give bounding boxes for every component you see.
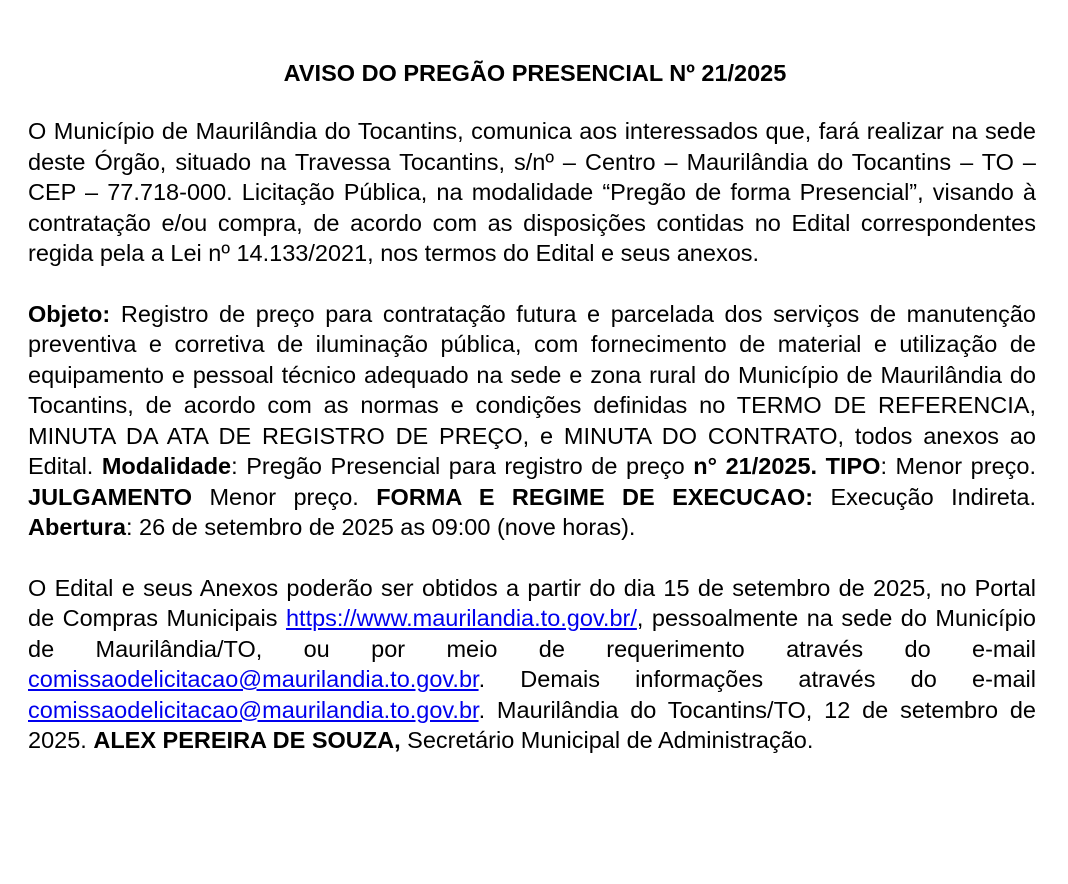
abertura-label: Abertura	[28, 514, 126, 540]
object-paragraph	[28, 299, 1036, 543]
portal-link[interactable]: https://www.maurilandia.to.gov.br/	[285, 605, 637, 631]
edital-text-1: O Edital e seus Anexos poderão ser obtidos a partir do dia 15 de setembro de 2025, no Portal de Compras Municipais	[28, 574, 1036, 631]
tipo-label: TIPO	[825, 453, 881, 479]
process-number: n° 21/2025	[693, 453, 811, 479]
modalidade-label: Modalidade	[101, 453, 232, 479]
edital-text-3: . Demais informações através do e-mail	[478, 666, 1036, 692]
forma-text: Execução Indireta.	[813, 483, 1036, 510]
edital-text-4: . Maurilândia do Tocantins/TO, 12 de setembro de 2025.	[28, 696, 1036, 753]
modalidade-text: : Pregão Presencial para registro de preço	[231, 453, 694, 479]
email-link-2[interactable]: comissaodelicitacao@maurilandia.to.gov.br	[28, 696, 479, 723]
intro-paragraph: O Município de Maurilândia do Tocantins, comunica aos interessados que, fará realizar na sede deste Órgão, situado na Travessa Tocantins, s/nº – Centro – Maurilândia do Tocantins – TO – CEP – 77.718-000. Licitação Pública, na modalidade “Pregão de forma Presencial”, visando à contratação e/ou compra, de acordo com as disposições contidas no Edital correspondentes regida pela a Lei nº 14.133/2021, nos termos do Edital e seus anexos.	[28, 118, 1036, 266]
edital-paragraph	[28, 573, 1036, 756]
process-number-period: .	[810, 453, 826, 479]
julgamento-text: Menor preço.	[192, 483, 377, 510]
julgamento-label: JULGAMENTO	[28, 483, 193, 510]
email-link-1[interactable]: comissaodelicitacao@maurilandia.to.gov.br	[28, 666, 479, 692]
objeto-label: Objeto:	[28, 300, 111, 327]
tipo-text: : Menor preço.	[880, 453, 1036, 479]
edital-text-2: , pessoalmente na sede do Município de Maurilândia/TO, ou por meio de requerimento através do e-mail	[28, 605, 1036, 662]
signatory-name: ALEX PEREIRA DE SOUZA,	[93, 727, 401, 753]
signatory-title: Secretário Municipal de Administração.	[400, 727, 814, 753]
forma-label: FORMA E REGIME DE EXECUCAO:	[376, 483, 814, 510]
notice-title: AVISO DO PREGÃO PRESENCIAL Nº 21/2025	[283, 60, 787, 86]
objeto-text: Registro de preço para contratação futura e parcelada dos serviços de manutenção preventiva e corretiva de iluminação pública, com fornecimento de material e utilização de equipamento e pessoal técnico adequado na sede e zona rural do Município de Maurilândia do Tocantins, de acordo com as normas e condições definidas no TERMO DE REFERENCIA, MINUTA DA ATA DE REGISTRO DE PREÇO, e MINUTA DO CONTRATO, todos anexos ao Edital.	[28, 300, 1036, 479]
abertura-text: : 26 de setembro de 2025 as 09:00 (nove horas).	[125, 514, 636, 540]
